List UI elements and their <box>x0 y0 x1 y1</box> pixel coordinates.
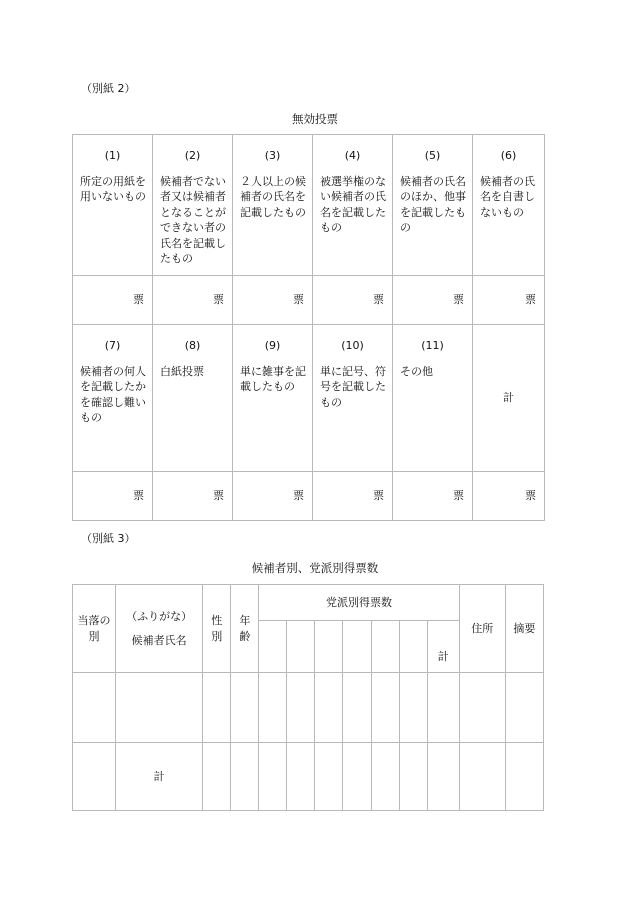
category-row-1 <box>73 135 545 276</box>
votes-row-1 <box>73 276 545 325</box>
category-cell: (10) 単に記号、符号を記載したもの <box>313 325 393 472</box>
age-header: 年齢 <box>231 585 259 673</box>
votes-cell: 票 <box>233 276 313 325</box>
category-cell: (3) ２人以上の候補者の氏名を記載したもの <box>233 135 313 276</box>
total-label-cell: 計 <box>473 325 545 472</box>
party-total-header: 計 <box>427 621 459 673</box>
votes-cell: 票 <box>233 472 313 521</box>
votes-cell: 票 <box>393 472 473 521</box>
votes-cell: 票 <box>313 276 393 325</box>
category-cell: (2) 候補者でない者又は候補者となることができない者の氏名を記載したもの <box>153 135 233 276</box>
category-cell: (11) その他 <box>393 325 473 472</box>
invalid-votes-table <box>72 134 545 521</box>
votes-cell: 票 <box>153 472 233 521</box>
votes-cell: 票 <box>393 276 473 325</box>
candidate-row <box>73 673 544 743</box>
address-header: 住所 <box>459 585 505 673</box>
category-cell: (6) 候補者の氏名を自書しないもの <box>473 135 545 276</box>
candidate-votes-table <box>72 584 544 811</box>
candidate-header <box>116 585 203 673</box>
remarks-header: 摘要 <box>505 585 543 673</box>
votes-cell: 票 <box>73 472 153 521</box>
party-col <box>315 621 343 673</box>
category-cell: (5) 候補者の氏名のほか、他事を記載したもの <box>393 135 473 276</box>
party-col <box>399 621 427 673</box>
votes-cell: 票 <box>473 472 545 521</box>
votes-cell: 票 <box>473 276 545 325</box>
section-label-2: （別紙 2） <box>81 82 136 95</box>
party-votes-header: 党派別得票数 <box>259 585 459 621</box>
votes-cell: 票 <box>153 276 233 325</box>
candidate-name-label: 候補者氏名 <box>131 633 187 647</box>
category-cell: (9) 単に雑事を記載したもの <box>233 325 313 472</box>
candidate-votes-title: 候補者別、党派別得票数 <box>251 561 379 575</box>
category-cell: (8) 白紙投票 <box>153 325 233 472</box>
invalid-votes-title: 無効投票 <box>292 112 338 126</box>
votes-cell: 票 <box>73 276 153 325</box>
party-col <box>343 621 371 673</box>
category-cell: (1) 所定の用紙を用いないもの <box>73 135 153 276</box>
winner-header: 当落の別 <box>73 585 116 673</box>
category-cell: (7) 候補者の何人を記載したかを確認し難いもの <box>73 325 153 472</box>
section-label-3: （別紙 3） <box>81 532 136 545</box>
votes-cell: 票 <box>313 472 393 521</box>
footer-total-label: 計 <box>116 743 203 811</box>
total-row <box>73 743 544 811</box>
gender-header: 性別 <box>203 585 231 673</box>
party-col <box>371 621 399 673</box>
furigana-label: （ふりがな） <box>126 610 193 623</box>
party-col <box>259 621 287 673</box>
category-row-2 <box>73 325 545 472</box>
votes-row-2 <box>73 472 545 521</box>
category-cell: (4) 被選挙権のない候補者の氏名を記載したもの <box>313 135 393 276</box>
party-col <box>287 621 315 673</box>
